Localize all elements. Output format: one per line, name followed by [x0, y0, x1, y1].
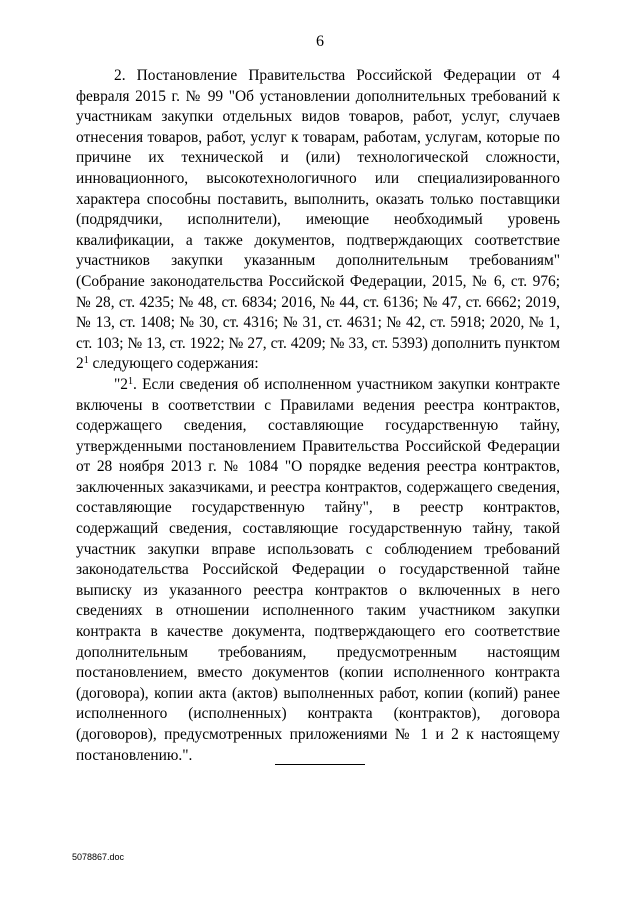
end-divider-line — [275, 764, 365, 765]
paragraph-amendment-text: 2. Постановление Правительства Российской Федерации от 4 февраля 2015 г. № 99 "Об установлении дополнительных требований к участникам закупки отдельных видов товаров, работ, услуг, случаев отнесения товаров, работ, услуг к товарам, работам, услугам, которые по причине их технической и (или) технологической сложности, инновационного, высокотехнологичного или специализированного характера способны поставить, выполнить, оказать только поставщики (подрядчики, исполнители), имеющие необходимый уровень квалификации, а также документов, подтверждающих соответствие участников закупки указанным дополнительным требованиям" (Собрание законодательства Российской Федерации, 2015, № 6, ст. 976; № 28, ст. 4235; № 48, ст. 6834; 2016, № 44, ст. 6136; № 47, ст. 6662; 2019, № 13, ст. 1408; № 30, ст. 4316; № 31, ст. 4631; № 42, ст. 5918; 2020, № 1, ст. 103; № 13, ст. 1922; № 27, ст. 4209; № 33, ст. 5393) дополнить пунктом 2 — [76, 67, 560, 373]
paragraph-amendment — [76, 66, 560, 375]
superscript-index: 1 — [83, 355, 89, 367]
page-number: 6 — [316, 33, 324, 50]
document-body — [76, 66, 560, 766]
paragraph-new-point — [76, 375, 560, 766]
paragraph-new-point-text: . Если сведения об исполненном участником закупки контракте включены в соответствии с Правилами ведения реестра контрактов, содержащего сведения, составляющие государственную тайну, утвержденными постановлением Правительства Российской Федерации от 28 ноября 2013 г. № 1084 "О порядке ведения реестра контрактов, заключенных заказчиками, и реестра контрактов, содержащего сведения, составляющие государственную тайну", в реестр контрактов, содержащий сведения, составляющие государственную тайну, такой участник закупки вправе использовать с соблюдением требований законодательства Российской Федерации о государственной тайне выписку из указанного реестра контрактов о включенных в него сведениях в отношении исполненного таким участником закупки контракта в качестве документа, подтверждающего его соответствие дополнительным требованиям, предусмотренным настоящим постановлением, вместо документов (копии исполненного контракта (договора), копии акта (актов) выполненных работ, копии (копий) ранее исполненного (исполненных) контракта (контрактов), договора (договоров), предусмотренных приложениями № 1 и 2 к настоящему постановлению.". — [76, 375, 560, 764]
superscript-index: 1 — [127, 375, 133, 387]
paragraph-new-point-number: "2 — [114, 375, 128, 393]
footer-file-name: 5078867.doc — [72, 852, 125, 862]
paragraph-amendment-ending: следующего содержания: — [88, 355, 259, 373]
